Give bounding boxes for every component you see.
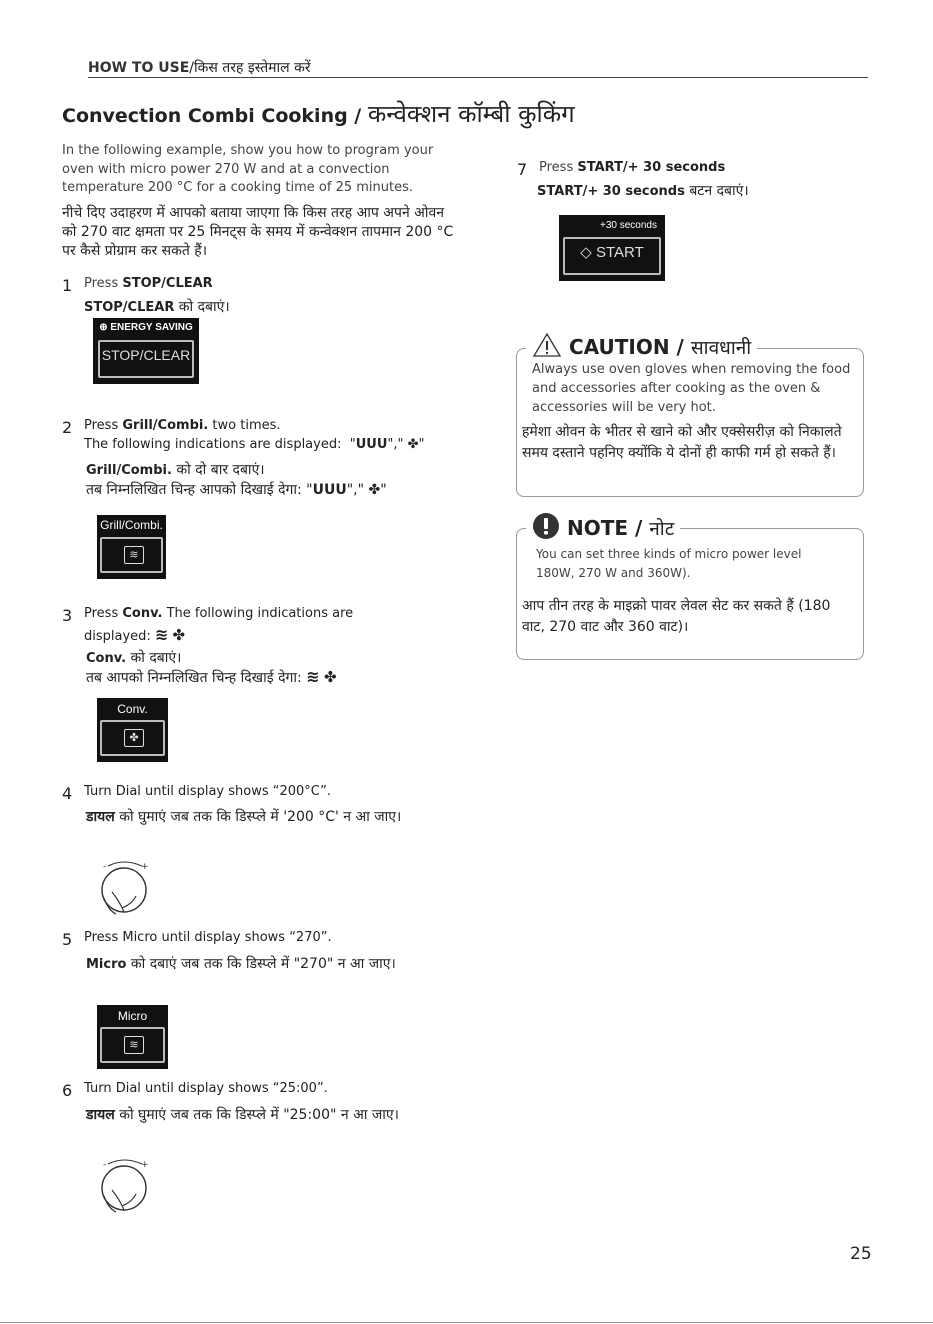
svg-text:-: -: [103, 862, 107, 872]
conv-button[interactable]: [97, 698, 168, 762]
step-7-key-hi: START/+ 30 seconds: [537, 184, 685, 199]
step-2-en-line2-text: The following indications are displayed:: [84, 437, 342, 452]
caution-hi: हमेशा ओवन के भीतर से खाने को और एक्सेसरीज़ को निकालते समय दस्ताने पहनिए क्योंकि ये दोनों ही काफी गर्म हो सकते हैं।: [522, 424, 842, 461]
start-label: START: [595, 244, 644, 261]
step-2-press: Press: [84, 418, 119, 433]
step-3-key-en: Conv.: [122, 606, 163, 621]
step-3-hi: [86, 648, 181, 667]
step-4-key-hi: डायल: [86, 809, 115, 825]
step-2-hi-rest: को दो बार दबाएं।: [176, 462, 265, 478]
dial-icon: [98, 858, 150, 916]
section-header-en: HOW TO USE: [88, 60, 190, 76]
step-6-hi-rest: को घुमाएं जब तक कि डिस्प्ले में "25:00" न आ जाए।: [119, 1107, 399, 1123]
caution-title-hi: सावधानी: [690, 337, 752, 359]
step-3-en-line2-text: displayed:: [84, 629, 151, 644]
section-header: [88, 58, 311, 77]
start-button[interactable]: [559, 215, 665, 281]
section-header-hi: /किस तरह इस्तेमाल करें: [189, 60, 311, 76]
micro-frame: [100, 1027, 165, 1063]
step-7-en: [539, 160, 725, 175]
start-frame: [563, 237, 661, 275]
step-3-number: 3: [62, 606, 73, 625]
stop-clear-frame: [98, 340, 194, 378]
page-title-hi: कन्वेक्शन कॉम्बी कुकिंग: [367, 100, 575, 128]
step-3-hi-line2-text: तब आपको निम्नलिखित चिन्ह दिखाई देगा:: [86, 670, 302, 686]
step-2-key-en: Grill/Combi.: [122, 418, 209, 433]
step-3-en: [84, 606, 353, 621]
step-1-en: [84, 276, 213, 291]
wave-symbol-icon: ≋: [154, 625, 169, 644]
page-number: 25: [850, 1244, 872, 1264]
step-5-key-hi: Micro: [86, 957, 127, 972]
fan-symbol-icon-3-hi: ✤: [324, 668, 337, 686]
grill-combi-button[interactable]: [97, 515, 166, 579]
micro-grill-icon: ≋: [124, 546, 144, 564]
svg-text:+: +: [141, 862, 149, 872]
step-1-number: 1: [62, 276, 73, 295]
warning-triangle-icon: [532, 332, 562, 358]
step-7-press: Press: [539, 160, 574, 175]
step-3-en-line2: [84, 625, 185, 644]
step-1-key-en: STOP/CLEAR: [122, 276, 213, 291]
step-2-en-line2: The following indications are displayed: "ᑌᑌᑌ"," ✤": [84, 437, 425, 452]
step-5-hi-rest: को दबाएं जब तक कि डिस्प्ले में "270" न आ जाए।: [130, 956, 396, 972]
header-divider: [88, 77, 868, 78]
dial-icon-2: [98, 1156, 150, 1214]
micro-label: Micro: [117, 1009, 148, 1023]
page-title-en: Convection Combi Cooking /: [62, 105, 368, 127]
step-1-hi: [84, 297, 230, 316]
intro-hi: नीचे दिए उदाहरण में आपको बताया जाएगा कि किस तरह आप अपने ओवन को 270 वाट क्षमता पर 25 मिनट्स के समय में कन्वेक्शन तापमान 200 °C पर कैसे प्रोग्राम कर सकते हैं।: [62, 205, 454, 259]
step-2-hi-line2-text: तब निम्नलिखित चिन्ह आपको दिखाई देगा:: [86, 482, 302, 498]
note-title: [526, 512, 680, 541]
note-title-en: NOTE /: [566, 516, 650, 540]
step-7-hi: [537, 181, 749, 200]
caution-en: Always use oven gloves when removing the food and accessories after cooking as the oven & accessories will be very hot.: [532, 362, 851, 415]
step-6-key-hi: डायल: [86, 1107, 115, 1123]
step-1-hi-rest: को दबाएं।: [178, 299, 230, 315]
step-2-key-hi: Grill/Combi.: [86, 463, 172, 478]
step-7-hi-rest: बटन दबाएं।: [689, 183, 749, 199]
microwave-icon: ≋: [124, 1036, 144, 1054]
step-3-hi-rest: को दबाएं।: [130, 650, 182, 666]
stop-clear-label: STOP/CLEAR: [101, 347, 191, 363]
step-2-en: [84, 418, 281, 433]
page-title: [62, 97, 575, 130]
step-3-key-hi: Conv.: [86, 651, 127, 666]
caution-title-en: CAUTION /: [568, 335, 691, 359]
grill-symbol-icon-hi: ᑌᑌᑌ: [312, 482, 347, 498]
step-3-en-rest: The following indications are: [166, 606, 354, 621]
fan-symbol-icon-hi: ✤: [368, 482, 381, 498]
dial-illustration-2[interactable]: [98, 1156, 150, 1214]
convection-fan-icon: ✤: [124, 729, 144, 747]
step-1-key-hi: STOP/CLEAR: [84, 300, 175, 315]
step-7-key-en: START/+ 30 seconds: [577, 160, 726, 175]
step-2-number: 2: [62, 418, 73, 437]
step-4-hi: [86, 808, 446, 827]
energy-saving-icon: ⊕: [99, 322, 108, 333]
step-2-hi: [86, 460, 265, 479]
note-exclamation-icon: [532, 512, 560, 540]
step-7-number: 7: [517, 160, 528, 179]
micro-button[interactable]: [97, 1005, 168, 1069]
plus-30-seconds-label: +30 seconds: [600, 220, 657, 231]
step-2-hi-line2: तब निम्नलिखित चिन्ह आपको दिखाई देगा: "ᑌᑌᑌ"," ✤": [86, 482, 387, 498]
stop-clear-button[interactable]: [93, 318, 199, 384]
step-3-press: Press: [84, 606, 119, 621]
conv-label: Conv.: [117, 702, 148, 716]
fan-symbol-icon: ✤: [407, 437, 419, 452]
intro-en: In the following example, show you how to program your oven with micro power 270 W and at a convection temperature 200 °C for a cooking time of 25 minutes.: [62, 143, 434, 195]
bottom-divider: [0, 1322, 933, 1323]
start-diamond-icon: ◇: [580, 244, 592, 261]
step-4-en: Turn Dial until display shows “200°C”.: [84, 784, 331, 799]
step-6-hi: [86, 1106, 446, 1125]
step-2-en-rest: two times.: [212, 418, 281, 433]
step-6-number: 6: [62, 1081, 73, 1100]
conv-frame: [100, 720, 165, 756]
step-5-hi: [86, 955, 446, 974]
svg-text:-: -: [103, 1160, 107, 1170]
step-5-en: Press Micro until display shows “270”.: [84, 930, 332, 945]
svg-text:+: +: [141, 1160, 149, 1170]
start-label-wrap: [565, 243, 659, 261]
grill-symbol-icon: ᑌᑌᑌ: [355, 437, 388, 452]
step-3-hi-line2: [86, 667, 337, 687]
grill-combi-label: Grill/Combi.: [100, 518, 163, 532]
step-6-en: Turn Dial until display shows “25:00”.: [84, 1081, 328, 1096]
step-4-number: 4: [62, 784, 73, 803]
step-5-number: 5: [62, 930, 73, 949]
note-title-hi: नोट: [649, 518, 675, 540]
dial-illustration-1[interactable]: [98, 858, 150, 916]
energy-saving-text: ENERGY SAVING: [110, 322, 193, 333]
fan-symbol-icon-3: ✤: [172, 626, 186, 644]
grill-combi-frame: [100, 537, 163, 573]
note-en: You can set three kinds of micro power level 180W, 270 W and 360W).: [536, 547, 802, 580]
step-4-hi-rest: को घुमाएं जब तक कि डिस्प्ले में '200 °C' न आ जाए।: [119, 809, 402, 825]
step-1-press: Press: [84, 276, 119, 291]
wave-symbol-icon-hi: ≋: [306, 667, 320, 686]
caution-title: [526, 332, 757, 360]
note-hi: आप तीन तरह के माइक्रो पावर लेवल सेट कर सकते हैं (180 वाट, 270 वाट और 360 वाट)।: [522, 598, 831, 635]
energy-saving-label: [93, 322, 199, 333]
